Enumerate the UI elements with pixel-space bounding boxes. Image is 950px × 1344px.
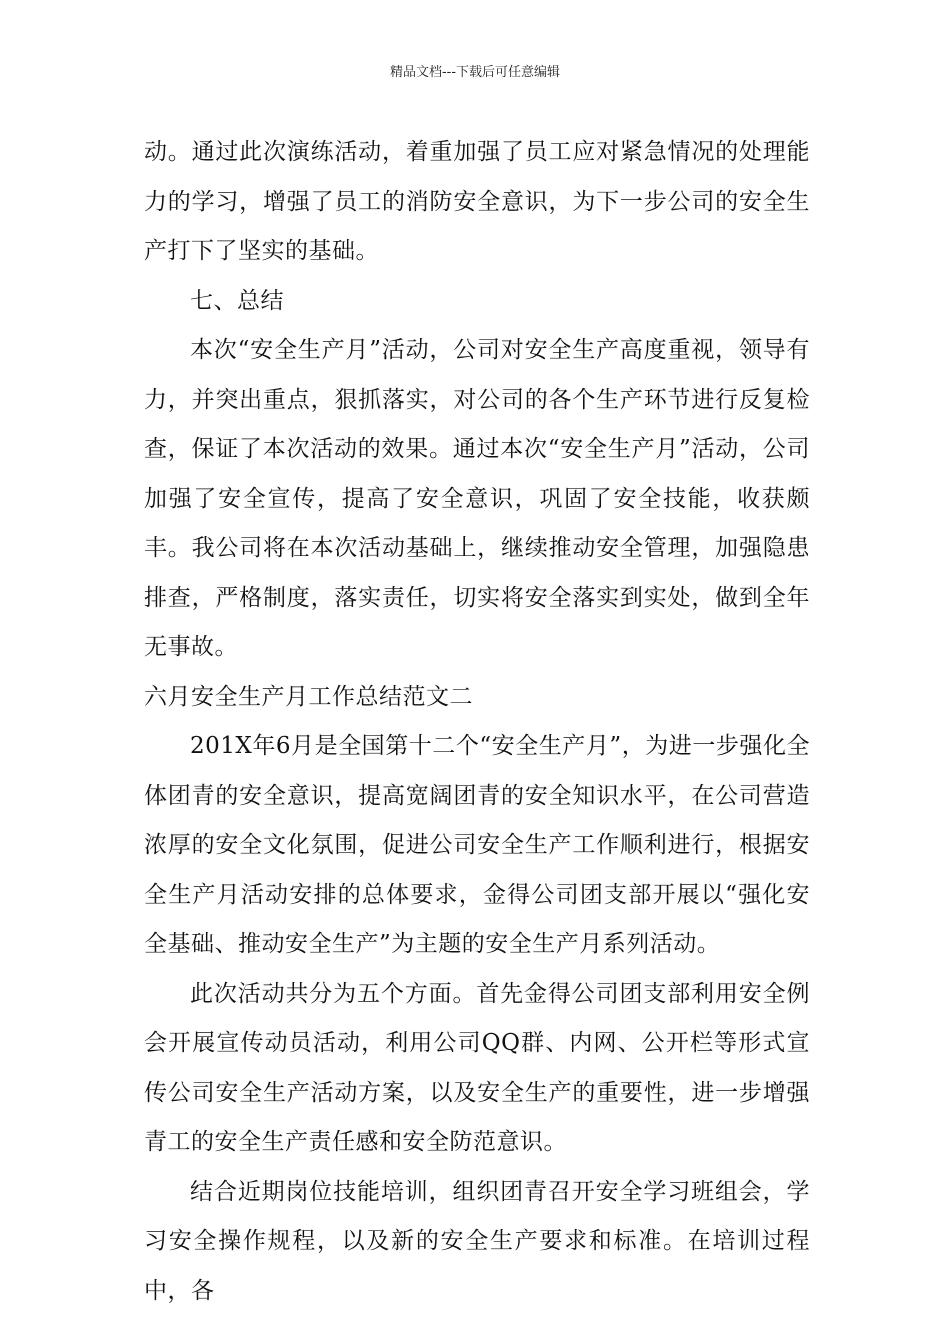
paragraph-intro: 201X年6月是全国第十二个“安全生产月”，为进一步强化全体团青的安全意识，提高宽阔团青的安全知识水平，在公司营造浓厚的安全文化氛围，促进公司安全生产工作顺利进行，根据安全生产月活动安排的总体要求，金得公司团支部开展以“强化安全基础、推动安全生产”为主题的安全生产月系列活动。 <box>144 733 810 957</box>
document-body <box>144 128 810 1316</box>
paragraph-summary: 本次“安全生产月”活动，公司对安全生产高度重视，领导有力，并突出重点，狠抓落实，对公司的各个生产环节进行反复检查，保证了本次活动的效果。通过本次“安全生产月”活动，公司加强了安全宣传，提高了安全意识，巩固了安全技能，收获颇丰。我公司将在本次活动基础上，继续推动安全管理，加强隐患排查，严格制度，落实责任，切实将安全落实到实处，做到全年无事故。 <box>144 337 810 660</box>
page-header: 精品文档---下载后可任意编辑 <box>389 65 561 80</box>
paragraph-activities: 此次活动共分为五个方面。首先金得公司团支部利用安全例会开展宣传动员活动，利用公司QQ群、内网、公开栏等形式宣传公司安全生产活动方案，以及安全生产的重要性，进一步增强青工的安全生产责任感和安全防范意识。 <box>144 980 810 1155</box>
section-heading-summary: 七、总结 <box>190 287 284 314</box>
article-title-two: 六月安全生产月工作总结范文二 <box>144 683 473 710</box>
paragraph-training: 结合近期岗位技能培训，组织团青召开安全学习班组会，学习安全操作规程，以及新的安全生产要求和标准。在培训过程中，各 <box>144 1178 810 1304</box>
paragraph-continuation: 动。通过此次演练活动，着重加强了员工应对紧急情况的处理能力的学习，增强了员工的消防安全意识，为下一步公司的安全生产打下了坚实的基础。 <box>144 139 810 264</box>
